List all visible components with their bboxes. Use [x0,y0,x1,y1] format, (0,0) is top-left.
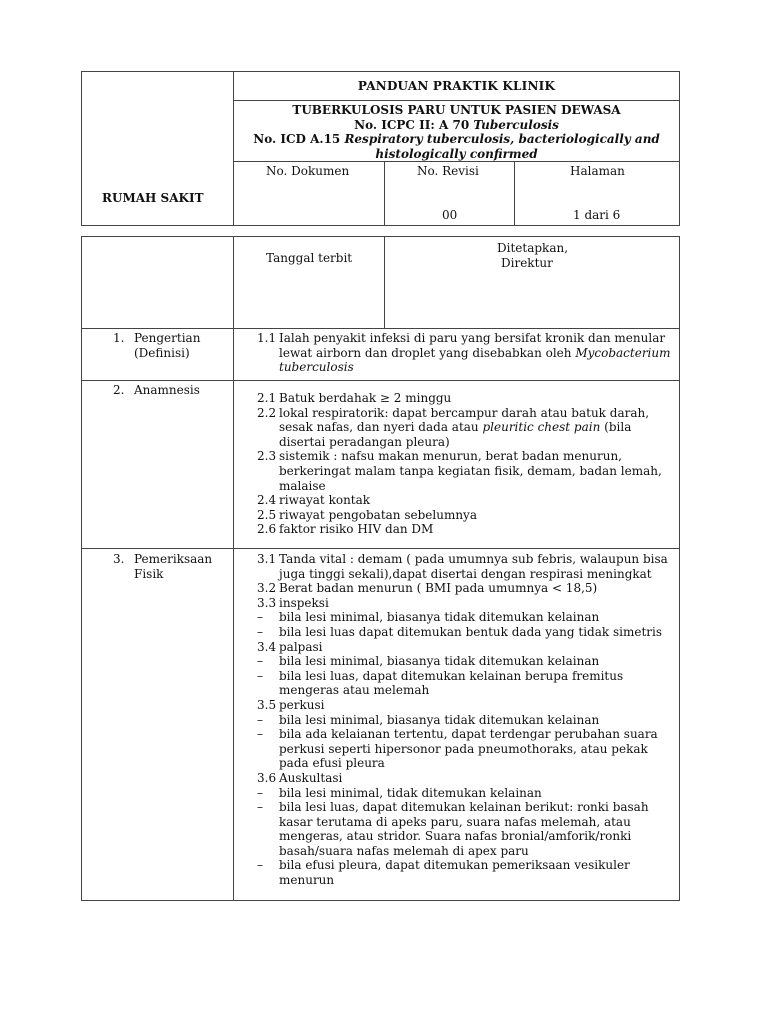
list-item: 3.6 Auskultasi [257,770,343,785]
bullet-item: – bila lesi minimal, tidak ditemukan kelainan [257,785,542,800]
content-table [81,236,680,901]
ditetapkan-cell [385,237,680,329]
section-label-cell [82,381,234,549]
bullet-item: – bila lesi luas, dapat ditemukan kelainan berikut: ronki basah kasar terutama di apeks paru, suara nafas melemah, atau mengeras, atau stridor. Suara nafas bronial/amforik/ronki basah/suara nafas melemah di apex paru [257,800,649,858]
direktur-label: Direktur [501,255,553,270]
section-row [82,381,680,549]
list-item: 2.2 lokal respiratorik: dapat bercampur darah atau batuk darah, sesak nafas, dan nyeri dada atau pleuritic chest pain (bila disertai peradangan pleura) [257,405,650,449]
list-item: 3.1 Tanda vital : demam ( pada umumnya sub febris, walaupun bisa juga tinggi sekali),dapat disertai dengan respirasi meningkat [257,552,668,581]
hospital-cell [82,72,234,226]
list-item: 3.4 palpasi [257,639,323,654]
section-label: Anamnesis [134,383,200,397]
icd-code: No. ICD A.15 Respiratory tuberculosis, bacteriologically and histologically confirmed [253,132,660,161]
header-table [81,71,680,226]
halaman-value: 1 dari 6 [573,208,621,223]
list-item: 2.5 riwayat pengobatan sebelumnya [257,507,477,522]
section-content [234,329,680,381]
list-item: 3.3 inspeksi [257,595,329,610]
bullet-item: – bila lesi minimal, biasanya tidak ditemukan kelainan [257,610,600,625]
list-item: 1.1 Ialah penyakit infeksi di paru yang bersifat kronik dan menular lewat airborn dan droplet yang disebabkan oleh Mycobacterium tuberculosis [257,331,671,375]
section-label: Pemeriksaan Fisik [134,552,213,581]
tanggal-label: Tanggal terbit [266,251,353,265]
list-item: 2.3 sistemik : nafsu makan menurun, berat badan menurun, berkeringat malam tanpa kegiatan fisik, demam, badan lemah, malaise [257,449,662,493]
bullet-item: – bila efusi pleura, dapat ditemukan pemeriksaan vesikuler menurun [257,858,630,888]
list-item: 2.1 Batuk berdahak ≥ 2 minggu [257,391,452,405]
ditetapkan-label: Ditetapkan, [497,241,569,255]
list-item: 3.2 Berat badan menurun ( BMI pada umumnya < 18,5) [257,581,598,596]
section-content [234,549,680,901]
icpc-code: No. ICPC II: A 70 Tuberculosis [354,117,559,132]
halaman-label: Halaman [570,164,625,179]
revisi-label: No. Revisi [417,164,479,179]
hospital-name: RUMAH SAKIT [102,190,204,205]
revisi-value: 00 [442,208,458,223]
tanggal-cell [234,237,385,329]
bullet-item: – bila lesi minimal, biasanya tidak ditemukan kelainan [257,654,600,669]
section-number: 3. [113,552,125,566]
section-content [234,381,680,549]
dokumen-label: No. Dokumen [266,164,350,179]
section-number: 1. [113,331,125,345]
document-title-block [234,101,680,162]
section-row [82,549,680,901]
halaman-cell [515,162,680,226]
bullet-item: – bila lesi minimal, biasanya tidak ditemukan kelainan [257,712,600,727]
list-item: 3.5 perkusi [257,697,325,712]
list-item: 2.4 riwayat kontak [257,493,371,508]
blank-cell [82,237,234,329]
list-item: 2.6 faktor risiko HIV dan DM [257,522,434,537]
bullet-item: – bila ada kelaianan tertentu, dapat terdengar perubahan suara perkusi seperti hipersonor pada pneumothoraks, atau pekak pada efusi pleura [257,727,658,771]
bullet-item: – bila lesi luas dapat ditemukan bentuk dada yang tidak simetris [257,624,663,639]
panduan-title: PANDUAN PRAKTIK KLINIK [234,72,680,101]
dokumen-cell [234,162,385,226]
bullet-item: – bila lesi luas, dapat ditemukan kelainan berupa fremitus mengeras atau melemah [257,668,624,698]
section-row [82,329,680,381]
revisi-cell [385,162,515,226]
section-label-cell [82,329,234,381]
section-label-cell [82,549,234,901]
document-title: TUBERKULOSIS PARU UNTUK PASIEN DEWASA [292,103,621,117]
section-number: 2. [113,383,125,397]
section-label: Pengertian (Definisi) [134,331,201,360]
